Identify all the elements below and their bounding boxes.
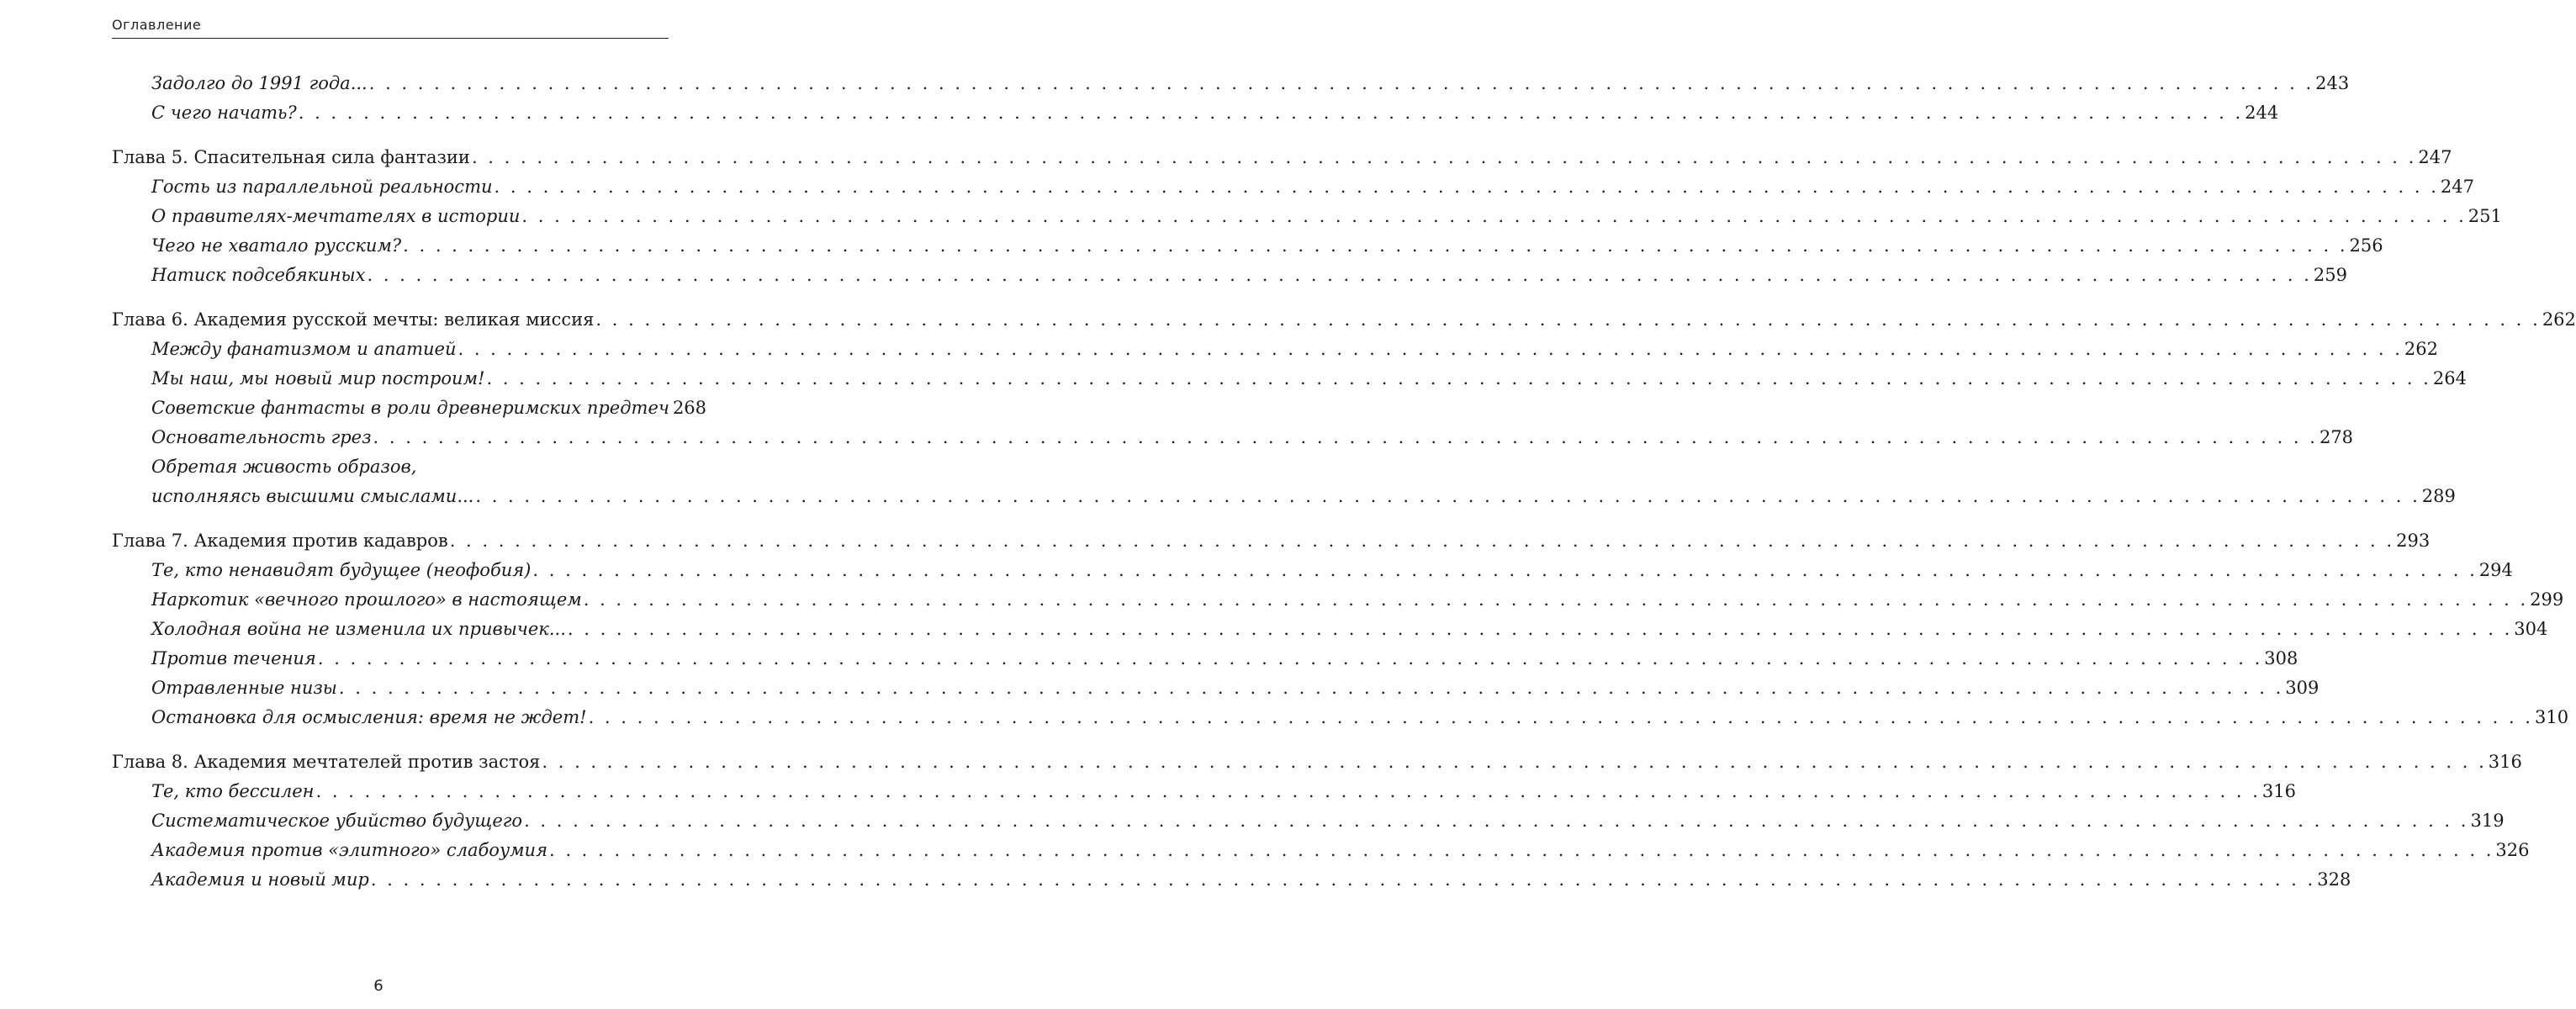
toc-section-entry[interactable] <box>112 69 2350 98</box>
dot-leader: . . . . . . . . . . . . . . . . . . . . . . . . . . . . . . . . . . . . . . . . . . . . . . . . . . . . . . . . . . . . . . . . . . . . . . . . . . . . . . . . . . . . . . . . . . . . . . . . . . . . . . . . . . . . . . . . . . . . . . . . <box>370 869 2316 890</box>
toc-entry-page: 310 <box>2534 707 2569 727</box>
toc-group <box>112 143 2502 290</box>
table-of-contents <box>112 69 2576 910</box>
dot-leader: . . . . . . . . . . . . . . . . . . . . . . . . . . . . . . . . . . . . . . . . . . . . . . . . . . . . . . . . . . . . . . . . . . . . . . . . . . . . . . . . . . . . . . . . . . . . . . . . . . . . . . . . . . . . . . . . . . . . . . . . <box>338 678 2284 698</box>
running-header: Оглавление <box>112 17 202 33</box>
toc-entry-page: 316 <box>2488 752 2522 772</box>
dot-leader: . . . . . . . . . . . . . . . . . . . . . . . . . . . . . . . . . . . . . . . . . . . . . . . . . . . . . . . . . . . . . . . . . . . . . . . . . . . . . . . . . . . . . . . . . . . . . . . . . . . . . . . . . . . . . . . . . . . . . . . . <box>588 707 2533 727</box>
toc-chapter-entry[interactable] <box>112 143 2452 172</box>
toc-section-entry[interactable] <box>112 261 2347 290</box>
toc-entry-page: 299 <box>2530 589 2564 610</box>
dot-leader: . . . . . . . . . . . . . . . . . . . . . . . . . . . . . . . . . . . . . . . . . . . . . . . . . . . . . . . . . . . . . . . . . . . . . . . . . . . . . . . . . . . . . . . . . . . . . . . . . . . . . . . . . . . . . . . . . . . . . . . . <box>298 103 2244 123</box>
toc-chapter-entry[interactable] <box>112 305 2576 335</box>
toc-entry-page: 264 <box>2432 368 2467 388</box>
dot-leader: . . . . . . . . . . . . . . . . . . . . . . . . . . . . . . . . . . . . . . . . . . . . . . . . . . . . . . . . . . . . . . . . . . . . . . . . . . . . . . . . . . . . . . . . . . . . . . . . . . . . . . . . . . . . . . . . . . . . . . . . <box>532 560 2478 580</box>
toc-entry-title: Глава 5. Спасительная сила фантазии <box>112 147 470 167</box>
dot-leader: . . . . . . . . . . . . . . . . . . . . . . . . . . . . . . . . . . . . . . . . . . . . . . . . . . . . . . . . . . . . . . . . . . . . . . . . . . . . . . . . . . . . . . . . . . . . . . . . . . . . . . . . . . . . . . . . . . . . . . . . <box>367 265 2312 285</box>
toc-entry-title: Глава 8. Академия мечтателей против застоя <box>112 752 541 772</box>
toc-entry-title: Систематическое убийство будущего <box>151 811 523 831</box>
toc-section-entry[interactable] <box>112 806 2505 836</box>
toc-entry-title: Против течения <box>151 648 316 668</box>
toc-entry-page: 247 <box>2440 177 2475 197</box>
toc-entry-title: Натиск подсебякиных <box>151 265 366 285</box>
toc-section-entry[interactable] <box>112 644 2298 674</box>
toc-group <box>112 526 2569 732</box>
toc-section-entry[interactable] <box>112 231 2383 261</box>
toc-entry-page: 244 <box>2245 103 2279 123</box>
dot-leader: . . . . . . . . . . . . . . . . . . . . . . . . . . . . . . . . . . . . . . . . . . . . . . . . . . . . . . . . . . . . . . . . . . . . . . . . . . . . . . . . . . . . . . . . . . . . . . . . . . . . . . . . . . . . . . . . . . . . . . . . <box>475 486 2420 506</box>
dot-leader: . . . . . . . . . . . . . . . . . . . . . . . . . . . . . . . . . . . . . . . . . . . . . . . . . . . . . . . . . . . . . . . . . . . . . . . . . . . . . . . . . . . . . . . . . . . . . . . . . . . . . . . . . . . . . . . . . . . . . . . . <box>315 781 2261 801</box>
toc-group <box>112 748 2530 895</box>
toc-entry-title: Чего не хватало русским? <box>151 235 402 256</box>
toc-entry-title: Основательность грез <box>151 427 372 447</box>
dot-leader: . . . . . . . . . . . . . . . . . . . . . . . . . . . . . . . . . . . . . . . . . . . . . . . . . . . . . . . . . . . . . . . . . . . . . . . . . . . . . . . . . . . . . . . . . . . . . . . . . . . . . . . . . . . . . . . . . . . . . . . . <box>486 368 2431 388</box>
toc-section-entry[interactable] <box>112 423 2354 452</box>
dot-leader: . . . . . . . . . . . . . . . . . . . . . . . . . . . . . . . . . . . . . . . . . . . . . . . . . . . . . . . . . . . . . . . . . . . . . . . . . . . . . . . . . . . . . . . . . . . . . . . . . . . . . . . . . . . . . . . . . . . . . . . . <box>524 811 2469 831</box>
toc-section-entry[interactable] <box>112 585 2564 615</box>
dot-leader: . . . . . . . . . . . . . . . . . . . . . . . . . . . . . . . . . . . . . . . . . . . . . . . . . . . . . . . . . . . . . . . . . . . . . . . . . . . . . . . . . . . . . . . . . . . . . . . . . . . . . . . . . . . . . . . . . . . . . . . . <box>595 309 2541 330</box>
toc-entry-page: 259 <box>2313 265 2347 285</box>
toc-entry-page: 256 <box>2349 235 2383 256</box>
toc-entry-page: 316 <box>2261 781 2296 801</box>
toc-entry-page: 294 <box>2478 560 2513 580</box>
toc-entry-title: С чего начать? <box>151 103 297 123</box>
toc-section-entry[interactable] <box>112 335 2438 364</box>
toc-section-entry[interactable] <box>112 172 2475 202</box>
toc-section-entry[interactable] <box>112 556 2513 585</box>
toc-section-entry[interactable] <box>112 394 707 423</box>
toc-group <box>112 305 2576 511</box>
toc-entry-title: Глава 7. Академия против кадавров <box>112 531 448 551</box>
dot-leader: . . . . . . . . . . . . . . . . . . . . . . . . . . . . . . . . . . . . . . . . . . . . . . . . . . . . . . . . . . . . . . . . . . . . . . . . . . . . . . . . . . . . . . . . . . . . . . . . . . . . . . . . . . . . . . . . . . . . . . . . <box>403 235 2348 256</box>
toc-entry-page: 308 <box>2264 648 2298 668</box>
toc-entry-page: 304 <box>2514 619 2548 639</box>
toc-entry-title: Советские фантасты в роли древнеримских предтеч <box>151 398 669 418</box>
toc-group <box>112 69 2350 128</box>
toc-entry-title: Между фанатизмом и апатией <box>151 339 457 359</box>
dot-leader: . . . . . . . . . . . . . . . . . . . . . . . . . . . . . . . . . . . . . . . . . . . . . . . . . . . . . . . . . . . . . . . . . . . . . . . . . . . . . . . . . . . . . . . . . . . . . . . . . . . . . . . . . . . . . . . . . . . . . . . . <box>521 206 2467 226</box>
toc-entry-page: 262 <box>2404 339 2438 359</box>
dot-leader: . . . . . . . . . . . . . . . . . . . . . . . . . . . . . . . . . . . . . . . . . . . . . . . . . . . . . . . . . . . . . . . . . . . . . . . . . . . . . . . . . . . . . . . . . . . . . . . . . . . . . . . . . . . . . . . . . . . . . . . . <box>471 147 2417 167</box>
toc-chapter-entry[interactable] <box>112 526 2431 556</box>
toc-entry-title: Отравленные низы <box>151 678 337 698</box>
toc-entry-page: 319 <box>2470 811 2505 831</box>
dot-leader: . . . . . . . . . . . . . . . . . . . . . . . . . . . . . . . . . . . . . . . . . . . . . . . . . . . . . . . . . . . . . . . . . . . . . . . . . . . . . . . . . . . . . . . . . . . . . . . . . . . . . . . . . . . . . . . . . . . . . . . . <box>548 840 2494 860</box>
toc-entry-title: Остановка для осмысления: время не ждет! <box>151 707 587 727</box>
dot-leader: . . . . . . . . . . . . . . . . . . . . . . . . . . . . . . . . . . . . . . . . . . . . . . . . . . . . . . . . . . . . . . . . . . . . . . . . . . . . . . . . . . . . . . . . . . . . . . . . . . . . . . . . . . . . . . . . . . . . . . . . <box>567 619 2513 639</box>
toc-entry-page: 328 <box>2317 869 2351 890</box>
toc-section-entry[interactable] <box>112 98 2279 128</box>
toc-entry-page: 293 <box>2396 531 2431 551</box>
toc-entry-page: 326 <box>2495 840 2530 860</box>
header-divider <box>112 38 669 39</box>
toc-section-entry[interactable] <box>112 674 2319 703</box>
toc-section-entry[interactable] <box>112 777 2296 806</box>
dot-leader: . . . . . . . . . . . . . . . . . . . . . . . . . . . . . . . . . . . . . . . . . . . . . . . . . . . . . . . . . . . . . . . . . . . . . . . . . . . . . . . . . . . . . . . . . . . . . . . . . . . . . . . . . . . . . . . . . . . . . . . . <box>373 427 2318 447</box>
toc-entry-title: Обретая живость образов, <box>151 457 417 477</box>
toc-section-entry[interactable] <box>112 364 2467 394</box>
toc-entry-title: Задолго до 1991 года... <box>151 73 368 93</box>
toc-entry-title: Академия против «элитного» слабоумия <box>151 840 547 860</box>
toc-entry-title: Наркотик «вечного прошлого» в настоящем <box>151 589 582 610</box>
toc-entry-title: Глава 6. Академия русской мечты: великая миссия <box>112 309 595 330</box>
toc-section-entry[interactable] <box>112 836 2530 865</box>
toc-entry-page: 247 <box>2418 147 2452 167</box>
dot-leader: . . . . . . . . . . . . . . . . . . . . . . . . . . . . . . . . . . . . . . . . . . . . . . . . . . . . . . . . . . . . . . . . . . . . . . . . . . . . . . . . . . . . . . . . . . . . . . . . . . . . . . . . . . . . . . . . . . . . . . . . <box>583 589 2529 610</box>
toc-entry-title: Те, кто ненавидят будущее (неофобия) <box>151 560 532 580</box>
toc-section-entry[interactable] <box>112 865 2351 895</box>
toc-section-entry[interactable] <box>112 202 2502 231</box>
toc-entry-page: 309 <box>2285 678 2319 698</box>
dot-leader: . . . . . . . . . . . . . . . . . . . . . . . . . . . . . . . . . . . . . . . . . . . . . . . . . . . . . . . . . . . . . . . . . . . . . . . . . . . . . . . . . . . . . . . . . . . . . . . . . . . . . . . . . . . . . . . . . . . . . . . . <box>449 531 2395 551</box>
toc-section-entry[interactable] <box>112 452 669 482</box>
dot-leader: . . . . . . . . . . . . . . . . . . . . . . . . . . . . . . . . . . . . . . . . . . . . . . . . . . . . . . . . . . . . . . . . . . . . . . . . . . . . . . . . . . . . . . . . . . . . . . . . . . . . . . . . . . . . . . . . . . . . . . . . <box>368 73 2314 93</box>
toc-entry-page: 262 <box>2542 309 2576 330</box>
toc-entry-title: Те, кто бессилен <box>151 781 315 801</box>
toc-section-entry[interactable] <box>112 615 2548 644</box>
toc-entry-page: 243 <box>2315 73 2350 93</box>
dot-leader: . . . . . . . . . . . . . . . . . . . . . . . . . . . . . . . . . . . . . . . . . . . . . . . . . . . . . . . . . . . . . . . . . . . . . . . . . . . . . . . . . . . . . . . . . . . . . . . . . . . . . . . . . . . . . . . . . . . . . . . . <box>542 752 2487 772</box>
toc-entry-title: Академия и новый мир <box>151 869 369 890</box>
dot-leader: . . . . . . . . . . . . . . . . . . . . . . . . . . . . . . . . . . . . . . . . . . . . . . . . . . . . . . . . . . . . . . . . . . . . . . . . . . . . . . . . . . . . . . . . . . . . . . . . . . . . . . . . . . . . . . . . . . . . . . . . <box>494 177 2439 197</box>
toc-entry-page: 268 <box>672 398 707 418</box>
toc-entry-title: Мы наш, мы новый мир построим! <box>151 368 485 388</box>
toc-entry-page: 289 <box>2421 486 2456 506</box>
page-number: 6 <box>373 977 383 995</box>
dot-leader: . . . . . . . . . . . . . . . . . . . . . . . . . . . . . . . . . . . . . . . . . . . . . . . . . . . . . . . . . . . . . . . . . . . . . . . . . . . . . . . . . . . . . . . . . . . . . . . . . . . . . . . . . . . . . . . . . . . . . . . . <box>317 648 2263 668</box>
toc-entry-title: исполняясь высшими смыслами... <box>151 486 474 506</box>
toc-section-entry[interactable] <box>112 703 2569 732</box>
toc-entry-title: Гость из параллельной реальности <box>151 177 493 197</box>
dot-leader: . . . . . . . . . . . . . . . . . . . . . . . . . . . . . . . . . . . . . . . . . . . . . . . . . . . . . . . . . . . . . . . . . . . . . . . . . . . . . . . . . . . . . . . . . . . . . . . . . . . . . . . . . . . . . . . . . . . . . . . . <box>458 339 2403 359</box>
toc-section-entry[interactable] <box>112 482 2456 511</box>
toc-entry-page: 251 <box>2468 206 2502 226</box>
toc-entry-title: Холодная война не изменила их привычек... <box>151 619 566 639</box>
toc-entry-title: О правителях-мечтателях в истории <box>151 206 521 226</box>
toc-chapter-entry[interactable] <box>112 748 2522 777</box>
toc-entry-page: 278 <box>2319 427 2354 447</box>
